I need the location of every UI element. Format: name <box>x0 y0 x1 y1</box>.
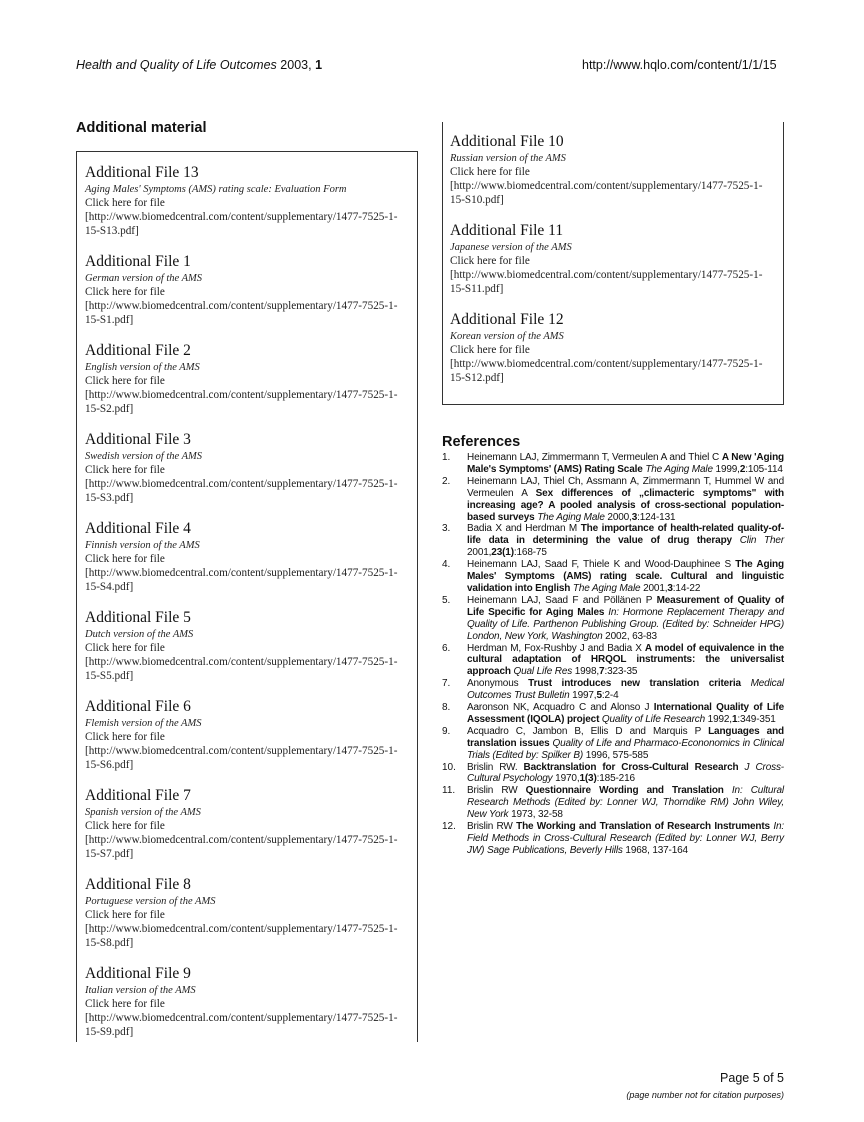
file-url-link[interactable]: [http://www.biomedcentral.com/content/supplementary/1477-7525-1-15-S12.pdf] <box>450 358 763 384</box>
additional-file-description: Finnish version of the AMS <box>85 540 200 551</box>
reference-year: 1968, 137-164 <box>625 844 688 856</box>
reference-source: J Cross-Cultural Psychology <box>467 761 784 785</box>
additional-file-title: Additional File 7 <box>85 787 191 804</box>
reference-item <box>442 762 784 786</box>
additional-file-entry <box>85 163 409 252</box>
reference-source: The Aging Male <box>572 582 641 594</box>
reference-item <box>442 523 784 559</box>
file-url-link[interactable]: [http://www.biomedcentral.com/content/supplementary/1477-7525-1-15-S1.pdf] <box>85 300 398 326</box>
additional-file-description: Korean version of the AMS <box>450 331 564 342</box>
reference-item <box>442 785 784 821</box>
additional-file-description: Russian version of the AMS <box>450 153 566 164</box>
page-number-note: (page number not for citation purposes) <box>626 1090 784 1100</box>
additional-file-title: Additional File 9 <box>85 965 191 982</box>
reference-source: In: Field Methods in Cross-Cultural Research (Edited by: Lonner WJ, Berry JW) Sage Publications, Beverly Hills <box>467 821 784 856</box>
additional-file-title: Additional File 3 <box>85 431 191 448</box>
file-url-link[interactable]: [http://www.biomedcentral.com/content/supplementary/1477-7525-1-15-S10.pdf] <box>450 180 763 206</box>
additional-file-entry <box>85 786 409 875</box>
reference-number: 7. <box>442 678 451 690</box>
reference-authors: Brislin RW <box>467 821 513 833</box>
reference-number: 2. <box>442 475 451 487</box>
running-header <box>76 58 322 73</box>
click-here-link[interactable]: Click here for file <box>85 286 165 298</box>
reference-item <box>442 821 784 857</box>
reference-number: 9. <box>442 725 451 737</box>
click-here-link[interactable]: Click here for file <box>85 197 165 209</box>
reference-authors: Brislin RW <box>467 785 518 797</box>
reference-volume: 3 <box>631 511 638 523</box>
additional-files-left-box <box>76 151 418 1042</box>
file-url-link[interactable]: [http://www.biomedcentral.com/content/supplementary/1477-7525-1-15-S5.pdf] <box>85 656 398 682</box>
additional-file-title: Additional File 10 <box>450 133 564 150</box>
click-here-link[interactable]: Click here for file <box>85 553 165 565</box>
reference-year: 1973, 32-58 <box>511 809 563 821</box>
additional-file-description: Italian version of the AMS <box>85 985 196 996</box>
reference-authors: Heinemann LAJ, Thiel Ch, Assmann A, Zimmermann T, Hummel W and Vermeulen A <box>467 475 784 499</box>
reference-pages: :2-4 <box>601 690 619 702</box>
additional-file-title: Additional File 13 <box>85 164 199 181</box>
file-url-link[interactable]: [http://www.biomedcentral.com/content/supplementary/1477-7525-1-15-S6.pdf] <box>85 745 398 771</box>
reference-year: 1970, <box>555 773 580 785</box>
additional-material-heading: Additional material <box>76 120 207 136</box>
reference-title: Questionnaire Wording and Translation <box>525 785 724 797</box>
reference-pages: :124-131 <box>637 511 676 523</box>
reference-source: Clin Ther <box>739 535 784 547</box>
reference-title: The Working and Translation of Research Instruments <box>516 821 770 833</box>
click-here-link[interactable]: Click here for file <box>85 909 165 921</box>
reference-body <box>467 785 784 821</box>
additional-files-right-box <box>442 122 784 405</box>
additional-file-description: Flemish version of the AMS <box>85 718 202 729</box>
additional-file-entry <box>85 875 409 964</box>
reference-body <box>467 452 784 476</box>
reference-source: Quality of Life and Pharmaco-Econonomics in Clinical Trials (Edited by: Spilker B) <box>467 737 784 761</box>
additional-file-entry <box>450 221 775 310</box>
reference-pages: :105-114 <box>745 463 783 475</box>
reference-title: A model of equivalence in the cultural adaptation of HRQOL instruments: the universalist approach <box>467 642 784 678</box>
click-here-link[interactable]: Click here for file <box>85 998 165 1010</box>
reference-number: 10. <box>442 761 456 773</box>
click-here-link[interactable]: Click here for file <box>85 731 165 743</box>
reference-body <box>467 559 784 595</box>
file-url-link[interactable]: [http://www.biomedcentral.com/content/supplementary/1477-7525-1-15-S4.pdf] <box>85 567 398 593</box>
reference-body <box>467 821 784 857</box>
additional-file-description: Dutch version of the AMS <box>85 629 194 640</box>
reference-authors: Badia X and Herdman M <box>467 523 578 535</box>
reference-item <box>442 702 784 726</box>
reference-source: The Aging Male <box>537 511 605 523</box>
reference-pages: :323-35 <box>604 666 638 678</box>
additional-file-description: German version of the AMS <box>85 273 203 284</box>
additional-file-entry <box>85 608 409 697</box>
click-here-link[interactable]: Click here for file <box>85 464 165 476</box>
reference-volume: 7 <box>599 666 605 678</box>
reference-year: 2002, 63-83 <box>605 630 657 642</box>
click-here-link[interactable]: Click here for file <box>450 255 530 267</box>
additional-file-entry <box>450 310 775 399</box>
click-here-link[interactable]: Click here for file <box>450 344 530 356</box>
additional-file-description: Swedish version of the AMS <box>85 451 203 462</box>
additional-file-title: Additional File 5 <box>85 609 191 626</box>
additional-file-description: Portuguese version of the AMS <box>85 896 216 907</box>
reference-year: 2000, <box>607 511 632 523</box>
reference-number: 3. <box>442 523 451 535</box>
journal-volume: 1 <box>315 58 323 72</box>
file-url-link[interactable]: [http://www.biomedcentral.com/content/supplementary/1477-7525-1-15-S8.pdf] <box>85 923 398 949</box>
reference-title: Sex differences of „climacteric symptoms" with increasing age? A pooled analysis of cross-sectional population-based surveys <box>467 487 784 523</box>
additional-file-description: Spanish version of the AMS <box>85 807 201 818</box>
file-url-link[interactable]: [http://www.biomedcentral.com/content/supplementary/1477-7525-1-15-S9.pdf] <box>85 1012 398 1038</box>
reference-item <box>442 643 784 679</box>
reference-volume: 2 <box>739 463 746 475</box>
reference-body <box>467 476 784 524</box>
additional-file-entry <box>85 252 409 341</box>
additional-file-title: Additional File 6 <box>85 698 191 715</box>
reference-body <box>467 678 784 702</box>
journal-url[interactable]: http://www.hqlo.com/content/1/1/15 <box>582 58 777 72</box>
additional-file-title: Additional File 1 <box>85 253 191 270</box>
reference-volume: 5 <box>596 690 602 702</box>
reference-year: 1992, <box>707 713 732 725</box>
click-here-link[interactable]: Click here for file <box>85 642 165 654</box>
file-url-link[interactable]: [http://www.biomedcentral.com/content/supplementary/1477-7525-1-15-S13.pdf] <box>85 211 398 237</box>
reference-title: Languages and translation issues <box>467 725 784 749</box>
additional-file-title: Additional File 11 <box>450 222 564 239</box>
reference-item <box>442 678 784 702</box>
reference-volume: 1(3) <box>579 773 597 785</box>
reference-number: 11. <box>442 785 456 797</box>
additional-file-entry <box>85 964 409 1053</box>
reference-volume: 3 <box>667 582 673 594</box>
journal-year: 2003, <box>280 58 312 72</box>
reference-authors: Herdman M, Fox-Rushby J and Badia X <box>467 642 642 654</box>
reference-item <box>442 452 784 476</box>
reference-authors: Heinemann LAJ, Saad F, Thiele K and Wood-Dauphinee S <box>467 559 732 571</box>
reference-body <box>467 523 784 559</box>
additional-file-description: Japanese version of the AMS <box>450 242 572 253</box>
reference-title: Backtranslation for Cross-Cultural Research <box>523 761 739 773</box>
reference-title: The Aging Males' Symptoms (AMS) rating scale. Cultural and linguistic validation into English <box>467 559 784 594</box>
reference-pages: :168-75 <box>513 547 547 559</box>
reference-number: 1. <box>442 452 451 463</box>
reference-body <box>467 643 784 679</box>
reference-source: The Aging Male <box>645 463 713 475</box>
reference-number: 8. <box>442 702 451 714</box>
reference-title: Trust introduces new translation criteria <box>528 678 741 690</box>
additional-file-entry <box>450 132 775 221</box>
additional-file-entry <box>85 341 409 430</box>
reference-year: 1996, 575-585 <box>585 749 649 761</box>
reference-year: 2001, <box>643 582 668 594</box>
journal-name: Health and Quality of Life Outcomes <box>76 58 277 72</box>
reference-body <box>467 595 784 643</box>
reference-source: In: Cultural Research Methods (Edited by: Lonner WJ, Thorndike RM) John Wiley, New York <box>467 785 784 821</box>
reference-authors: Brislin RW. <box>467 761 518 773</box>
additional-file-title: Additional File 2 <box>85 342 191 359</box>
reference-number: 6. <box>442 642 451 654</box>
reference-pages: :185-216 <box>596 773 635 785</box>
reference-volume: 1 <box>731 713 738 725</box>
additional-file-description: Aging Males' Symptoms (AMS) rating scale: Evaluation Form <box>85 184 347 195</box>
reference-number: 5. <box>442 594 451 606</box>
reference-number: 4. <box>442 559 451 571</box>
file-url-link[interactable]: [http://www.biomedcentral.com/content/supplementary/1477-7525-1-15-S2.pdf] <box>85 389 398 415</box>
reference-title: International Quality of Life Assessment (IQOLA) project <box>467 702 785 725</box>
reference-number: 12. <box>442 821 456 833</box>
reference-title: The importance of health-related quality-of-life data in determining the value of drug therapy <box>467 523 784 547</box>
reference-year: 1998, <box>574 666 600 678</box>
reference-authors: Acquadro C, Jambon B, Ellis D and Marquis P <box>467 725 701 737</box>
references-list <box>442 452 784 857</box>
additional-file-title: Additional File 4 <box>85 520 191 537</box>
click-here-link[interactable]: Click here for file <box>85 820 165 832</box>
reference-title: A New 'Aging Male's Symptoms' (AMS) Rating Scale <box>467 452 784 475</box>
additional-file-entry <box>85 519 409 608</box>
reference-item <box>442 726 784 762</box>
additional-file-title: Additional File 8 <box>85 876 191 893</box>
additional-file-title: Additional File 12 <box>450 311 564 328</box>
reference-authors: Aaronson NK, Acquadro C and Alonso J <box>467 702 650 714</box>
reference-authors: Heinemann LAJ, Saad F and Pöllänen P <box>467 594 653 606</box>
reference-source: Qual Life Res <box>513 666 573 678</box>
reference-year: 1999, <box>715 463 740 475</box>
reference-year: 1997, <box>572 690 597 702</box>
file-url-link[interactable]: [http://www.biomedcentral.com/content/supplementary/1477-7525-1-15-S11.pdf] <box>450 269 763 295</box>
reference-title: Measurement of Quality of Life Specific for Aging Males <box>467 594 784 618</box>
references-heading: References <box>442 434 521 450</box>
additional-file-entry <box>85 697 409 786</box>
additional-file-description: English version of the AMS <box>85 362 200 373</box>
reference-source: In: Hormone Replacement Therapy and Quality of Life. Parthenon Publishing Group. (Edited by: Schneider HPG) London, New York, Washington <box>467 606 784 642</box>
reference-source: Quality of Life Research <box>601 713 706 725</box>
reference-source: Medical Outcomes Trust Bulletin <box>467 678 784 702</box>
reference-item <box>442 559 784 595</box>
reference-year: 2001, <box>467 547 492 559</box>
reference-body <box>467 702 784 726</box>
click-here-link[interactable]: Click here for file <box>450 166 530 178</box>
reference-pages: :349-351 <box>737 713 776 725</box>
click-here-link[interactable]: Click here for file <box>85 375 165 387</box>
reference-authors: Anonymous <box>467 678 519 690</box>
reference-item <box>442 595 784 643</box>
reference-pages: :14-22 <box>672 582 701 594</box>
file-url-link[interactable]: [http://www.biomedcentral.com/content/supplementary/1477-7525-1-15-S3.pdf] <box>85 478 398 504</box>
reference-authors: Heinemann LAJ, Zimmermann T, Vermeulen A and Thiel C <box>467 452 720 463</box>
reference-item <box>442 476 784 524</box>
reference-body <box>467 762 784 786</box>
reference-body <box>467 726 784 762</box>
page-number: Page 5 of 5 <box>720 1071 784 1085</box>
file-url-link[interactable]: [http://www.biomedcentral.com/content/supplementary/1477-7525-1-15-S7.pdf] <box>85 834 398 860</box>
additional-file-entry <box>85 430 409 519</box>
reference-volume: 23(1) <box>491 547 514 559</box>
